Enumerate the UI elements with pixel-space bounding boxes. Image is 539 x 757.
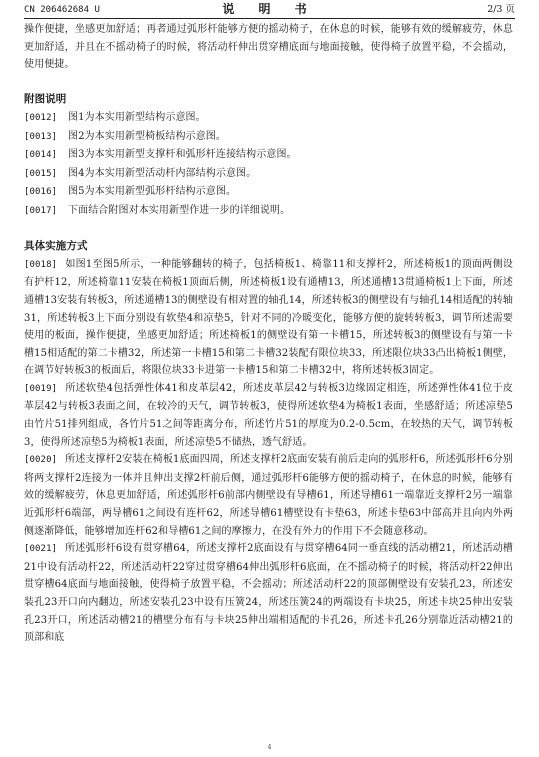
- header-rule: [24, 18, 515, 19]
- spacer: [24, 221, 513, 239]
- embodiment-paragraphs: [24, 256, 513, 647]
- document-title: 说 明 书: [222, 2, 317, 16]
- section-title-figures: 附图说明: [24, 93, 67, 106]
- paragraph-number: [0017]: [24, 205, 58, 216]
- paragraph-number: [0020]: [24, 455, 58, 466]
- publication-number: CN 206462684 U: [24, 5, 100, 15]
- figure-caption: 图5为本实用新型弧形杆结构示意图。: [68, 186, 237, 198]
- embodiment-paragraph: [24, 451, 513, 540]
- figure-item: [24, 202, 513, 221]
- figure-item: [24, 165, 513, 184]
- figure-item: [24, 183, 513, 202]
- figure-caption: 下面结合附图对本实用新型作进一步的详细说明。: [68, 204, 291, 216]
- paragraph-text: 如图1至图5所示，一种能够翻转的椅子，包括椅板1、椅靠11和支撑杆2，所述椅板1的顶面两侧设有护杆12，所述椅靠11安装在椅板1顶面后侧，所述椅板1设有通槽13，所述通槽13贯通椅板1上下面，所述通槽13安装有转板3，所述通槽13的侧壁设有相对置的轴孔14，所述转板3的侧壁设有与轴孔14相适配的转轴31，所述转板3上下面分别设有软垫4和凉垫5，针对不同的冷暖变化，能够方便的旋转转板3，调节所述需要使用的板面，操作便捷，坐感更加舒适；所述椅板1的侧壁设有第一卡槽15，所述转板3的侧壁设有与第一卡槽15相适配的第二卡槽32，所述第一卡槽15和第二卡槽32装配有限位块33，所述限位块33凸出椅板1侧壁，在调节好转板3的板面后，将限位块33卡进第一卡槽15和第二卡槽32中，将所述转板3固定。: [24, 258, 513, 377]
- page-header: [24, 3, 515, 17]
- spacer: [24, 74, 513, 92]
- paragraph-number: [0014]: [24, 150, 58, 161]
- embodiment-paragraph: [24, 540, 513, 647]
- paragraph-text: 所述支撑杆2安装在椅板1底面四周，所述支撑杆2底面安装有前后走向的弧形杆6，所述弧形杆6分别将两支撑杆2连接为一体并且伸出支撑2杆前后侧，通过弧形杆6能够方便的摇动椅子，在休息的时候，能够有效的缓解疲劳，休息更加舒适，所述弧形杆6前部内侧壁设有导槽61，所述导槽61一端靠近支撑杆2另一端靠近弧形杆6端部，两导槽61之间设有连杆62，所述导槽61槽壁设有卡垫63，所述卡垫63中部高并且向内外两侧逐渐降低，能够增加连杆62和导槽61之间的摩擦力，在没有外力的作用下不会随意移动。: [24, 454, 513, 537]
- paragraph-text: 所述软垫4包括弹性体41和皮革层42，所述皮革层42与转板3边缘固定相连，所述弹性体41位于皮革层42与转板3表面之间，在较冷的天气，调节转板3，使得所述软垫4为椅板1表面，坐感舒适；所述凉垫5由竹片51排列组成，各竹片51之间等距离分布，所述竹片51的厚度为0.2-0.5cm，在较热的天气，调节转板3，使得所述凉垫5为椅板1表面，所述凉垫5不储热，透气舒适。: [24, 382, 513, 448]
- embodiment-paragraph: [24, 380, 513, 451]
- figure-list: [24, 109, 513, 221]
- section-title-embodiment: 具体实施方式: [24, 240, 88, 253]
- figure-item: [24, 128, 513, 147]
- intro-paragraph: 操作便捷，坐感更加舒适；再者通过弧形杆能够方便的摇动椅子，在休息的时候，能够有效的缓解疲劳，休息更加舒适，并且在不摇动椅子的时候，将活动杆伸出贯穿槽底面与地面接触，使得椅子放置平稳，不会摇动，使用便捷。: [24, 24, 513, 71]
- page-number: 4: [267, 744, 272, 751]
- paragraph-number: [0019]: [24, 383, 58, 394]
- figure-item: [24, 146, 513, 165]
- figure-item: [24, 109, 513, 128]
- page-indicator: 2/3 页: [487, 4, 515, 15]
- figure-caption: 图4为本实用新型活动杆内部结构示意图。: [68, 167, 257, 179]
- figure-caption: 图2为本实用新型椅板结构示意图。: [68, 130, 226, 142]
- paragraph-number: [0013]: [24, 131, 58, 142]
- figure-caption: 图3为本实用新型支撑杆和弧形杆连接结构示意图。: [68, 149, 297, 161]
- paragraph-number: [0016]: [24, 187, 58, 198]
- paragraph-number: [0018]: [24, 259, 58, 270]
- paragraph-text: 所述弧形杆6设有贯穿槽64，所述支撑杆2底面设有与贯穿槽64同一垂直线的活动槽21，所述活动槽21中设有活动杆22，所述活动杆22穿过贯穿槽64伸出弧形杆6底面，在不摇动椅子的时候，将活动杆22伸出贯穿槽64底面与地面接触，使得椅子放置平稳，不会摇动；所述活动杆22的顶部侧壁设有安装孔23，所述安装孔23开口向内翻边，所述安装孔23中设有压簧24，所述压簧24的两端设有卡块25，所述卡块25伸出安装孔23开口，所述活动槽21的槽壁分布有与卡块25伸出端相适配的卡孔26，所述卡孔26分别靠近活动槽21的顶部和底: [24, 543, 513, 644]
- figure-caption: 图1为本实用新型结构示意图。: [68, 111, 206, 123]
- embodiment-paragraph: [24, 256, 513, 380]
- document-body: [24, 21, 513, 647]
- paragraph-number: [0012]: [24, 112, 58, 123]
- paragraph-number: [0021]: [24, 544, 58, 555]
- paragraph-number: [0015]: [24, 168, 58, 179]
